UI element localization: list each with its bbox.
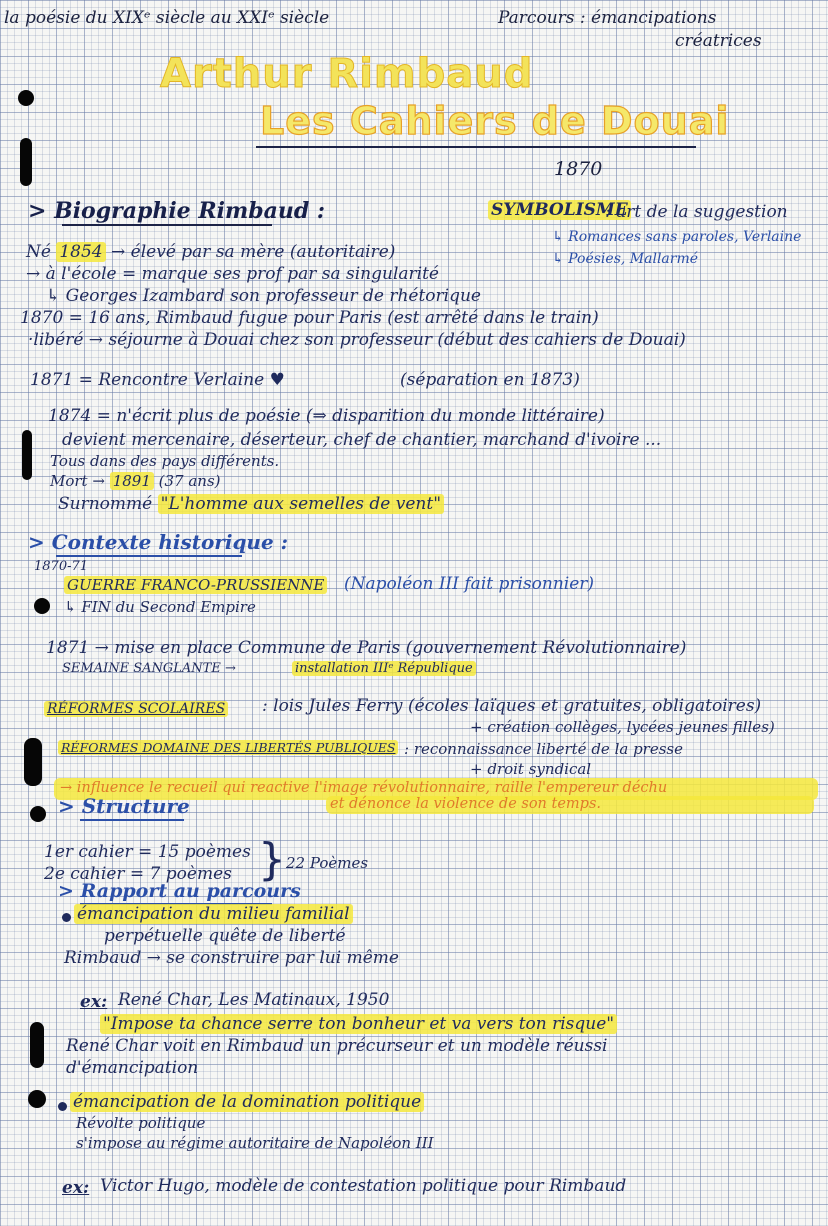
bio-line-izambard: ↳ Georges Izambard son professeur de rhétorique bbox=[46, 286, 481, 306]
bio-line-fugue: 1870 = 16 ans, Rimbaud fugue pour Paris (est arrêté dans le train) bbox=[20, 308, 599, 328]
rapport-point-2: émancipation de la domination politique bbox=[70, 1094, 424, 1111]
section-rapport-heading: > Rapport au parcours bbox=[58, 880, 301, 902]
rapport-ex2-label: ex: bbox=[62, 1178, 90, 1198]
rapport-ex2-text: Victor Hugo, modèle de contestation politique pour Rimbaud bbox=[100, 1176, 627, 1196]
binder-hole bbox=[30, 806, 46, 822]
bio-line-1874: 1874 = n'écrit plus de poésie (⇒ disparition du monde littéraire) bbox=[48, 406, 605, 426]
contexte-guerre-note: (Napoléon III fait prisonnier) bbox=[344, 574, 595, 594]
binder-hole bbox=[28, 1090, 46, 1108]
rapport-point-2a: Révolte politique bbox=[76, 1114, 206, 1132]
rapport-point-2b: s'impose au régime autoritaire de Napoléon III bbox=[76, 1134, 434, 1152]
contexte-reformes-label: RÉFORMES SCOLAIRES bbox=[44, 702, 228, 716]
rapport-point-1b: Rimbaud → se construire par lui même bbox=[64, 948, 399, 968]
section-underline bbox=[56, 555, 242, 557]
bio-line-separation: (séparation en 1873) bbox=[400, 370, 580, 390]
contexte-guerre: GUERRE FRANCO-PRUSSIENNE bbox=[64, 578, 327, 593]
structure-total: 22 Poèmes bbox=[286, 854, 369, 872]
contexte-installation: installation IIIᵉ République bbox=[292, 662, 476, 675]
rapport-ex1-comment: René Char voit en Rimbaud un précurseur et un modèle réussi bbox=[66, 1036, 608, 1056]
binder-hole bbox=[22, 430, 32, 480]
contexte-fin-empire: ↳ FIN du Second Empire bbox=[64, 598, 256, 616]
header-parcours: Parcours : émancipations bbox=[498, 8, 717, 28]
contexte-libertes-label: RÉFORMES DOMAINE DES LIBERTÉS PUBLIQUES bbox=[58, 742, 398, 755]
rapport-ex1-quote: "Impose ta chance serre ton bonheur et va vers ton risque" bbox=[100, 1016, 617, 1033]
bio-line-verlaine: 1871 = Rencontre Verlaine ♥ bbox=[30, 370, 285, 390]
brace-icon: } bbox=[258, 834, 286, 885]
contexte-libertes-text: : reconnaissance liberté de la presse bbox=[404, 740, 684, 758]
contexte-reformes-text2: + création collèges, lycées jeunes filles) bbox=[470, 718, 775, 736]
bio-line-nickname: Surnommé "L'homme aux semelles de vent" bbox=[58, 496, 444, 513]
symbolisme-definition: : art de la suggestion bbox=[605, 202, 788, 222]
title-underline bbox=[256, 146, 696, 148]
section-underline bbox=[80, 819, 184, 821]
section-biographie-heading: > Biographie Rimbaud : bbox=[28, 198, 326, 224]
contexte-influence-1: → influence le recueil qui reactive l'image révolutionnaire, raille l'empereur déchu bbox=[60, 780, 668, 796]
bio-line-douai: ·libéré → séjourne à Douai chez son professeur (début des cahiers de Douai) bbox=[28, 330, 686, 350]
bullet-point bbox=[62, 913, 71, 922]
section-structure-heading: > Structure bbox=[58, 794, 190, 818]
binder-hole bbox=[20, 138, 32, 186]
symbolisme-ref-verlaine: ↳ Romances sans paroles, Verlaine bbox=[552, 229, 802, 245]
rapport-ex1-ref: René Char, Les Matinaux, 1950 bbox=[118, 990, 390, 1010]
symbolisme-label: SYMBOLISME bbox=[488, 202, 631, 219]
contexte-reformes-text: : lois Jules Ferry (écoles laïques et gratuites, obligatoires) bbox=[262, 696, 762, 716]
title-author: Arthur Rimbaud bbox=[160, 51, 534, 97]
rapport-ex1-comment-2: d'émancipation bbox=[66, 1058, 199, 1078]
title-year: 1870 bbox=[554, 158, 603, 180]
binder-hole bbox=[18, 90, 34, 106]
bio-line-death: Mort → 1891 (37 ans) bbox=[50, 472, 221, 490]
contexte-semaine: SEMAINE SANGLANTE → bbox=[62, 661, 236, 676]
section-underline bbox=[62, 224, 272, 226]
rapport-point-1: émancipation du milieu familial bbox=[74, 906, 353, 923]
symbolisme-ref-mallarme: ↳ Poésies, Mallarmé bbox=[552, 251, 699, 267]
header-subject: la poésie du XIXᵉ siècle au XXIᵉ siècle bbox=[4, 8, 330, 28]
bullet-point bbox=[58, 1102, 67, 1111]
section-contexte-heading: > Contexte historique : bbox=[28, 530, 289, 554]
contexte-date: 1870-71 bbox=[34, 559, 89, 574]
binder-hole bbox=[30, 1022, 44, 1068]
bio-line-jobs: devient mercenaire, déserteur, chef de chantier, marchand d'ivoire ... bbox=[62, 430, 662, 450]
bio-line-birth: Né 1854 → élevé par sa mère (autoritaire) bbox=[26, 242, 396, 262]
contexte-libertes-text2: + droit syndical bbox=[470, 760, 592, 778]
contexte-commune: 1871 → mise en place Commune de Paris (gouvernement Révolutionnaire) bbox=[46, 638, 687, 658]
binder-hole bbox=[24, 738, 42, 786]
title-work: Les Cahiers de Douai bbox=[260, 99, 730, 143]
rapport-ex1-label: ex: bbox=[80, 992, 108, 1012]
header-parcours-continued: créatrices bbox=[675, 31, 762, 51]
binder-hole bbox=[34, 598, 50, 614]
structure-cahier-1: 1er cahier = 15 poèmes bbox=[44, 842, 251, 862]
bio-line-pays: Tous dans des pays différents. bbox=[50, 452, 280, 470]
rapport-point-1a: perpétuelle quête de liberté bbox=[104, 926, 346, 946]
contexte-influence-2: et dénonce la violence de son temps. bbox=[330, 796, 601, 812]
structure-cahier-2: 2e cahier = 7 poèmes bbox=[44, 864, 232, 884]
bio-line-school: → à l'école = marque ses prof par sa singularité bbox=[26, 264, 439, 284]
